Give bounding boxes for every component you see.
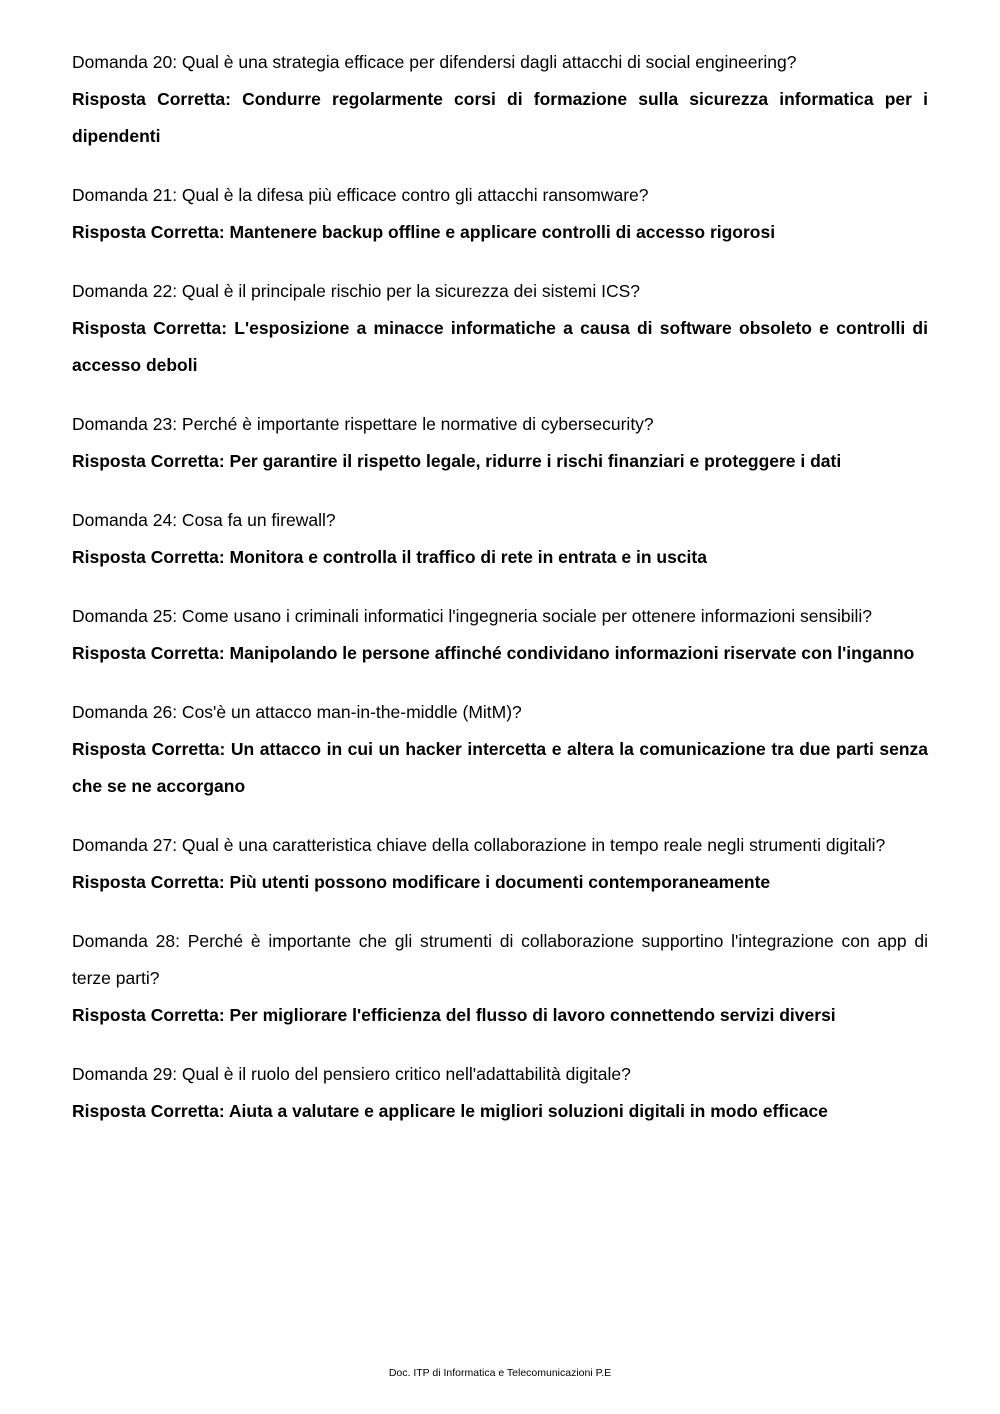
answer-text: Risposta Corretta: Per garantire il rispetto legale, ridurre i rischi finanziari e proteggere i dati [72,451,842,471]
page-footer: Doc. ITP di Informatica e Telecomunicazioni P.E [388,1367,612,1379]
qa-item-27 [72,827,928,901]
qa-item-28 [72,923,928,1034]
answer-text: Risposta Corretta: Un attacco in cui un hacker intercetta e altera la comunicazione tra due parti senza che se ne accorgano [72,739,928,796]
question-text: Domanda 29: Qual è il ruolo del pensiero critico nell'adattabilità digitale? [72,1064,631,1084]
question-text: Domanda 26: Cos'è un attacco man-in-the-middle (MitM)? [72,702,522,722]
qa-item-24 [72,502,928,576]
answer-text: Risposta Corretta: L'esposizione a minacce informatiche a causa di software obsoleto e controlli di accesso deboli [72,318,928,375]
qa-item-20 [72,44,928,155]
question-text: Domanda 20: Qual è una strategia efficace per difendersi dagli attacchi di social engineering? [72,52,797,72]
question-text: Domanda 28: Perché è importante che gli strumenti di collaborazione supportino l'integrazione con app di terze parti? [72,931,928,988]
answer-text: Risposta Corretta: Aiuta a valutare e applicare le migliori soluzioni digitali in modo efficace [72,1101,828,1121]
question-text: Domanda 23: Perché è importante rispettare le normative di cybersecurity? [72,414,654,434]
qa-item-22 [72,273,928,384]
qa-item-26 [72,694,928,805]
answer-text: Risposta Corretta: Manipolando le persone affinché condividano informazioni riservate con l'inganno [72,643,915,663]
answer-text: Risposta Corretta: Monitora e controlla il traffico di rete in entrata e in uscita [72,547,707,567]
question-text: Domanda 22: Qual è il principale rischio per la sicurezza dei sistemi ICS? [72,281,641,301]
question-text: Domanda 27: Qual è una caratteristica chiave della collaborazione in tempo reale negli strumenti digitali? [72,835,886,855]
qa-item-25 [72,598,928,672]
qa-item-21 [72,177,928,251]
document-body [72,44,928,1152]
answer-text: Risposta Corretta: Per migliorare l'efficienza del flusso di lavoro connettendo servizi diversi [72,1005,836,1025]
qa-item-29 [72,1056,928,1130]
question-text: Domanda 24: Cosa fa un firewall? [72,510,336,530]
qa-item-23 [72,406,928,480]
question-text: Domanda 21: Qual è la difesa più efficace contro gli attacchi ransomware? [72,185,649,205]
answer-text: Risposta Corretta: Più utenti possono modificare i documenti contemporaneamente [72,872,771,892]
answer-text: Risposta Corretta: Condurre regolarmente corsi di formazione sulla sicurezza informatica per i dipendenti [72,89,928,146]
answer-text: Risposta Corretta: Mantenere backup offline e applicare controlli di accesso rigorosi [72,222,776,242]
question-text: Domanda 25: Come usano i criminali informatici l'ingegneria sociale per ottenere informazioni sensibili? [72,606,872,626]
